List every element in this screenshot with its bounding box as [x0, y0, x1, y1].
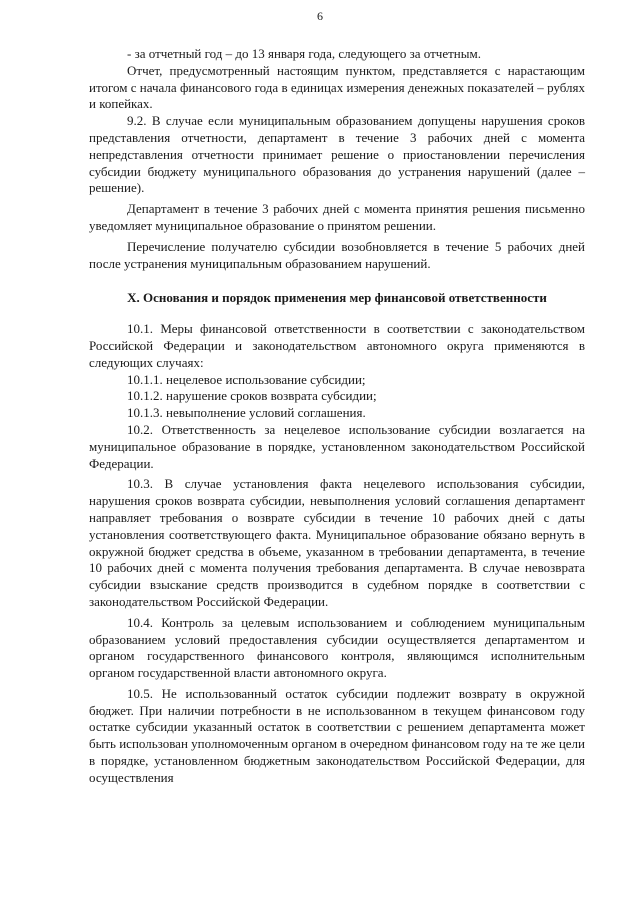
paragraph-10-5: 10.5. Не использованный остаток субсидии подлежит возврату в окружной бюджет. При наличии потребности в не использованном в текущем финансовом году остатке субсидии указанный остаток в соответствии с решением департамента может быть использован уполномоченным органом в очередном финансовом году на те же цели в порядке, установленном бюджетным законодательством Российской Федерации, для осуществления: [89, 685, 585, 785]
paragraph-10-1-2: 10.1.2. нарушение сроков возврата субсидии;: [127, 388, 377, 404]
paragraph-report-cumulative: Отчет, предусмотренный настоящим пунктом, представляется с нарастающим итогом с начала финансового года в единицах измерения денежных показателей – рублях и копейках.: [89, 62, 585, 112]
paragraph-9-2: 9.2. В случае если муниципальным образованием допущены нарушения сроков представления отчетности, департамент в течение 3 рабочих дней с момента непредставления отчетности принимает решение о приостановлении перечисления субсидии бюджету муниципального образования до устранения нарушений (далее – решение).: [89, 113, 585, 196]
paragraph-10-1-1: 10.1.1. нецелевое использование субсидии;: [127, 371, 366, 387]
page-number: 6: [317, 9, 323, 23]
paragraph-10-3: 10.3. В случае установления факта нецелевого использования субсидии, нарушения сроков возврата субсидии, невыполнения условий соглашения департамент направляет требования о возврате субсидии в течение 10 рабочих дней с даты установления соответствующего факта. Муниципальное образование обязано вернуть в окружной бюджет средства в объеме, указанном в требовании департамента, в течение 10 рабочих дней с момента получения требования департамента. В случае невозврата субсидии взыскание средств производится в судебном порядке в соответствии с законодательством Российской Федерации.: [89, 476, 585, 609]
paragraph-10-1: 10.1. Меры финансовой ответственности в соответствии с законодательством Российской Федерации и законодательством автономного округа применяются в следующих случаях:: [89, 321, 585, 370]
paragraph-10-1-3: 10.1.3. невыполнение условий соглашения.: [127, 405, 366, 421]
paragraph-10-2: 10.2. Ответственность за нецелевое использование субсидии возлагается на муниципальное образование в порядке, установленном законодательством Российской Федерации.: [89, 421, 585, 471]
paragraph-department-notice: Департамент в течение 3 рабочих дней с момента принятия решения письменно уведомляет муниципальное образование о принятом решении.: [89, 201, 585, 233]
paragraph-10-4: 10.4. Контроль за целевым использованием и соблюдением муниципальным образованием условий предоставления субсидии осуществляется департаментом и органом государственного финансового контроля, являющимся исполнительным органом государственной власти автономного округа.: [89, 614, 585, 681]
paragraph-deadline-year: - за отчетный год – до 13 января года, следующего за отчетным.: [127, 46, 481, 61]
section-heading: X. Основания и порядок применения мер финансовой ответственности: [127, 290, 547, 306]
paragraph-transfer-resume: Перечисление получателю субсидии возобновляется в течение 5 рабочих дней после устранения муниципальным образованием нарушений.: [89, 238, 585, 271]
document-body: [89, 46, 585, 787]
